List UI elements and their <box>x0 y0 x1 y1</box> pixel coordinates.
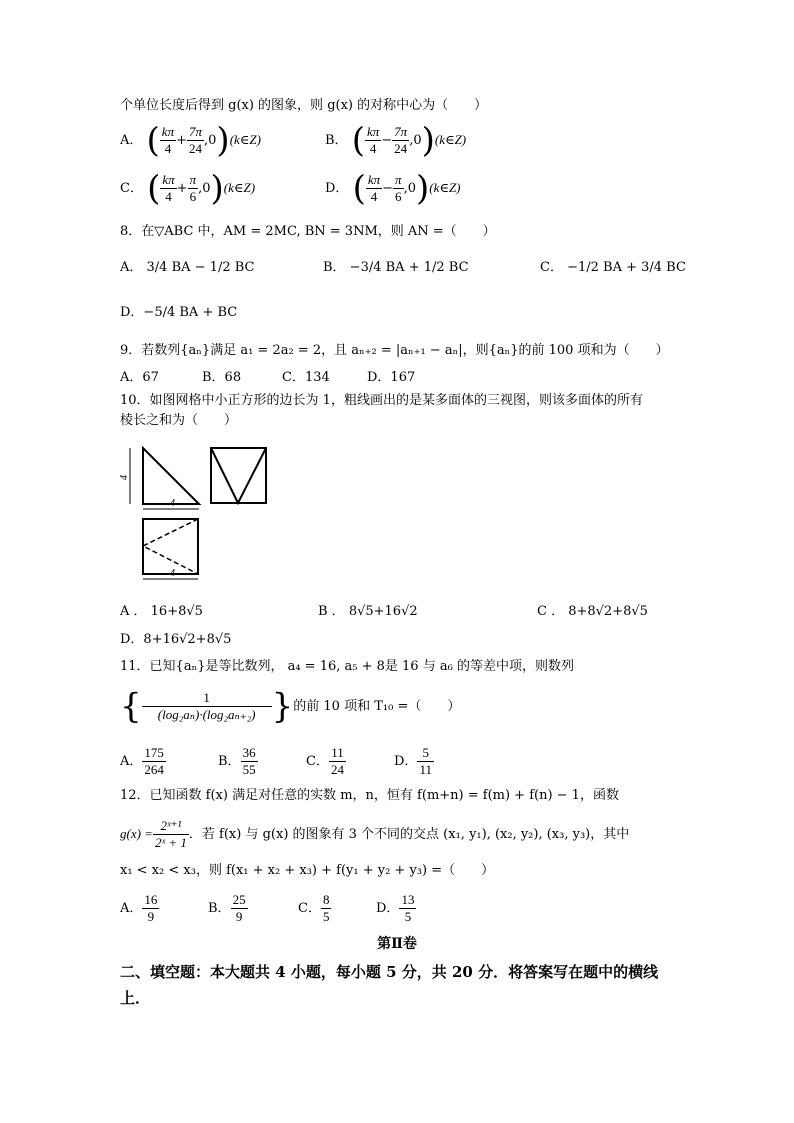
q7-stem: 个单位长度后得到 g(x) 的图象，则 g(x) 的对称中心为（ ） <box>120 98 488 113</box>
q11-frac-denominator: (log₂aₙ)·(log₂aₙ₊₂) <box>157 707 256 722</box>
q11-option-c[interactable]: C． $\frac{11}{24}$ <box>306 745 344 777</box>
top-view-square <box>143 519 198 574</box>
front-view-triangle <box>143 448 199 504</box>
q12-option-d[interactable]: D． $\frac{13}{5}$ <box>376 892 415 924</box>
q9-stem: 9．若数列{aₙ}满足 a₁ = 2a₂ = 2，且 aₙ₊₂ = |aₙ₊₁ − aₙ|，则{aₙ}的前 100 项和为（ ） <box>120 343 669 358</box>
top-view-dashed-lines <box>143 519 198 574</box>
q11-option-d[interactable]: D． $\frac{5}{11}$ <box>394 745 432 777</box>
q7-option-b[interactable]: B． ( $\frac{k\pi}{4}$ − $\frac{7\pi}{24}$ ,0)(k∈Z) <box>325 120 467 161</box>
q11-sequence-expression: { $\frac{1}{\text{(log₂aₙ)·(log₂aₙ₊₂)}}$ }的前 10 项和 T₁₀ =（ ） <box>120 686 461 727</box>
q12-stem-line3: x₁ < x₂ < x₃，则 f(x₁ + x₂ + x₃) + f(y₁ + y₂ + y₃) =（ ） <box>120 863 495 878</box>
q9-option-b[interactable]: B．68 <box>202 370 242 385</box>
q8-option-a[interactable]: A． 3/4 BA − 1/2 BC <box>120 260 255 275</box>
section-heading-line2: 上． <box>120 989 151 1007</box>
q11-stem-tail: 的前 10 项和 T₁₀ =（ ） <box>293 699 461 714</box>
q7-option-d[interactable]: D． ( $\frac{k\pi}{4}$ − $\frac{\pi}{6}$ ,0)(k∈Z) <box>325 168 461 209</box>
q10-option-c[interactable]: C ． 8+8√2+8√5 <box>537 604 648 619</box>
q10-option-b[interactable]: B ． 8√5+16√2 <box>318 604 418 619</box>
q12-option-c[interactable]: C． $\frac{8}{5}$ <box>298 892 330 924</box>
side-view-square <box>211 448 266 503</box>
front-width-label: 4 <box>170 498 175 509</box>
q12-option-a[interactable]: A． $\frac{16}{9}$ <box>120 892 158 924</box>
q12-stem-line1: 12．已知函数 f(x) 满足对任意的实数 m，n，恒有 f(m+n) = f(m) + f(n) − 1，函数 <box>120 788 619 803</box>
q11-frac-numerator: 1 <box>142 690 272 707</box>
section-title: 第Ⅱ卷 <box>377 936 417 952</box>
q11-option-a[interactable]: A． $\frac{175}{264}$ <box>120 745 164 777</box>
q9-option-c[interactable]: C．134 <box>282 370 330 385</box>
q8-option-b[interactable]: B． −3/4 BA + 1/2 BC <box>323 260 469 275</box>
q12-option-b[interactable]: B． $\frac{25}{9}$ <box>208 892 246 924</box>
side-view-v-lines <box>211 448 266 503</box>
q11-option-b[interactable]: B． $\frac{36}{55}$ <box>218 745 256 777</box>
q9-option-a[interactable]: A．67 <box>120 370 159 385</box>
three-view-figure <box>118 440 278 588</box>
q10-stem-line1: 10．如图网格中小正方形的边长为 1，粗线画出的是某多面体的三视图，则该多面体的所有 <box>120 393 643 408</box>
q7-option-a[interactable]: A． ( $\frac{k\pi}{4}$ + $\frac{7\pi}{24}$ ,0)(k∈Z) <box>120 120 261 161</box>
q9-option-d[interactable]: D．167 <box>367 370 416 385</box>
q11-stem: 11．已知{aₙ}是等比数列， a₄ = 16, a₅ + 8是 16 与 a₆ 的等差中项，则数列 <box>120 659 574 674</box>
q8-stem: 8．在▽ABC 中，AM = 2MC, BN = 3NM，则 AN =（ ） <box>120 224 496 239</box>
section-heading-line1: 二、填空题：本大题共 4 小题，每小题 5 分，共 20 分．将答案写在题中的横线 <box>120 963 659 981</box>
q8-option-d[interactable]: D．−5/4 BA + BC <box>120 305 238 320</box>
q8-option-c[interactable]: C． −1/2 BA + 3/4 BC <box>540 260 686 275</box>
top-width-label: 4 <box>170 568 175 579</box>
q12-stem-line2: g(x) = $\frac{\text{2ˣ⁺¹}}{\text{2ˣ + 1}}$ ．若 f(x) 与 g(x) 的图象有 3 个不同的交点 (x₁, y₁), (x₂, y₂), (x₃, y₃)，其中 <box>120 818 630 850</box>
front-height-label: 4 <box>119 475 130 480</box>
q10-option-a[interactable]: A ． 16+8√5 <box>120 604 203 619</box>
q7-option-c[interactable]: C． ( $\frac{k\pi}{4}$ + $\frac{\pi}{6}$ ,0)(k∈Z) <box>120 168 256 209</box>
q10-option-d[interactable]: D．8+16√2+8√5 <box>120 632 232 647</box>
q10-stem-line2: 棱长之和为（ ） <box>120 413 238 428</box>
